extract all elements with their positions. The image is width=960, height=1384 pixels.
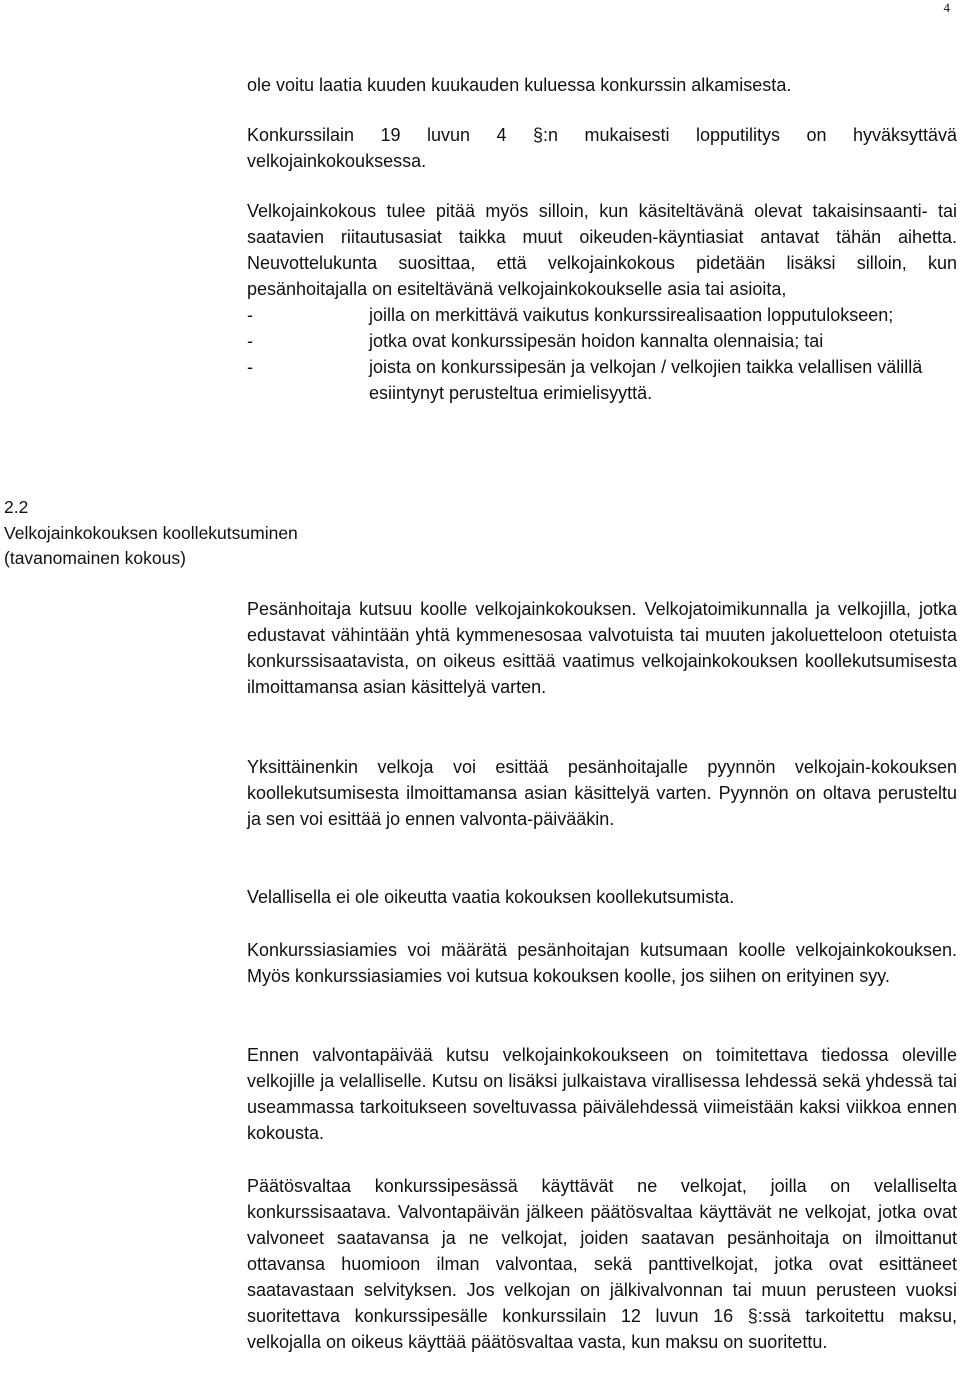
section-title-line-2: (tavanomainen kokous)	[4, 548, 186, 569]
paragraph-invitation: Ennen valvontapäivää kutsu velkojainkokoukseen on toimitettava tiedossa oleville velkojille ja velalliselle. Kutsu on lisäksi julkaistava virallisessa lehdessä sekä yhdessä tai useammassa tarkoitukseen soveltuvassa päivälehdessä viimeistään kaksi viikkoa ennen kokousta.	[247, 1045, 957, 1143]
list-item-text: joista on konkurssipesän ja velkojan / velkojien taikka velallisen välillä esiintynyt perusteltua erimielisyyttä.	[369, 357, 923, 403]
section-number: 2.2	[4, 497, 29, 517]
paragraph-debtor: Velallisella ei ole oikeutta vaatia kokouksen koollekutsumista.	[247, 887, 735, 907]
section-body-1	[247, 596, 957, 700]
paragraph-bankruptcy-ombudsman: Konkurssiasiamies voi määrätä pesänhoitajan kutsumaan koolle velkojainkokouksen. Myös konkurssiasiamies voi kutsua kokouksen koolle, jos siihen on erityinen syy.	[247, 940, 957, 986]
section-body-3	[247, 884, 957, 910]
list-dash: -	[247, 357, 253, 377]
section-body-4	[247, 937, 957, 989]
intro-block	[247, 72, 957, 406]
list-dash: -	[247, 305, 253, 325]
list-item-text: joilla on merkittävä vaikutus konkurssirealisaation lopputulokseen;	[369, 305, 894, 325]
section-body-6	[247, 1173, 957, 1355]
intro-paragraph-1: ole voitu laatia kuuden kuukauden kuluessa konkurssin alkamisesta.	[247, 75, 792, 95]
list-dash: -	[247, 331, 253, 351]
list-item-text: jotka ovat konkurssipesän hoidon kannalta olennaisia; tai	[369, 331, 824, 351]
section-body-2	[247, 754, 957, 832]
list-item	[247, 328, 957, 354]
paragraph-convening: Pesänhoitaja kutsuu koolle velkojainkokouksen. Velkojatoimikunnalla ja velkojilla, jotka edustavat vähintään yhtä kymmenesosaa valvotuista tai muuten jakoluetteloon otetuista konkurssisaatavista, on oikeus esittää vaatimus velkojainkokouksen koollekutsumisesta ilmoittamansa asian käsittelyä varten.	[247, 599, 957, 697]
list-item	[247, 354, 957, 406]
section-body-5	[247, 1042, 957, 1146]
page-number: 4	[943, 0, 950, 15]
criteria-list	[247, 302, 957, 406]
list-item	[247, 302, 957, 328]
section-heading	[4, 495, 298, 572]
paragraph-decision-power: Päätösvaltaa konkurssipesässä käyttävät ne velkojat, joilla on velalliselta konkurssisaatava. Valvontapäivän jälkeen päätösvaltaa käyttävät ne velkojat, jotka ovat valvoneet saatavansa ja ne velkojat, joiden saatavan pesänhoitaja on ilmoittanut ottavansa huomioon ilman valvontaa, sekä panttivelkojat, jotka ovat esittäneet saatavastaan selvityksen. Jos velkojan on jälkivalvonnan tai muun perusteen vuoksi suoritettava konkurssipesälle konkurssilain 12 luvun 16 §:ssä tarkoitettu maksu, velkojalla on oikeus käyttää päätösvaltaa vasta, kun maksu on suoritettu.	[247, 1176, 957, 1352]
paragraph-individual-creditor: Yksittäinenkin velkoja voi esittää pesänhoitajalle pyynnön velkojain-kokouksen koollekutsumisesta ilmoittamansa asian käsittelyä varten. Pyynnön on oltava perusteltu ja sen voi esittää jo ennen valvonta-päivääkin.	[247, 757, 957, 829]
section-title-line-1: Velkojainkokouksen koollekutsuminen	[4, 522, 298, 543]
intro-paragraph-3: Velkojainkokous tulee pitää myös silloin, kun käsiteltävänä olevat takaisinsaanti- tai saatavien riitautusasiat taikka muut oikeuden-käyntiasiat antavat tähän aihetta. Neuvottelukunta suosittaa, että velkojainkokous pidetään lisäksi silloin, kun pesänhoitajalla on esiteltävänä velkojainkokoukselle asia tai asioita,	[247, 201, 957, 299]
intro-paragraph-2: Konkurssilain 19 luvun 4 §:n mukaisesti lopputilitys on hyväksyttävä velkojainkokouksessa.	[247, 125, 957, 171]
